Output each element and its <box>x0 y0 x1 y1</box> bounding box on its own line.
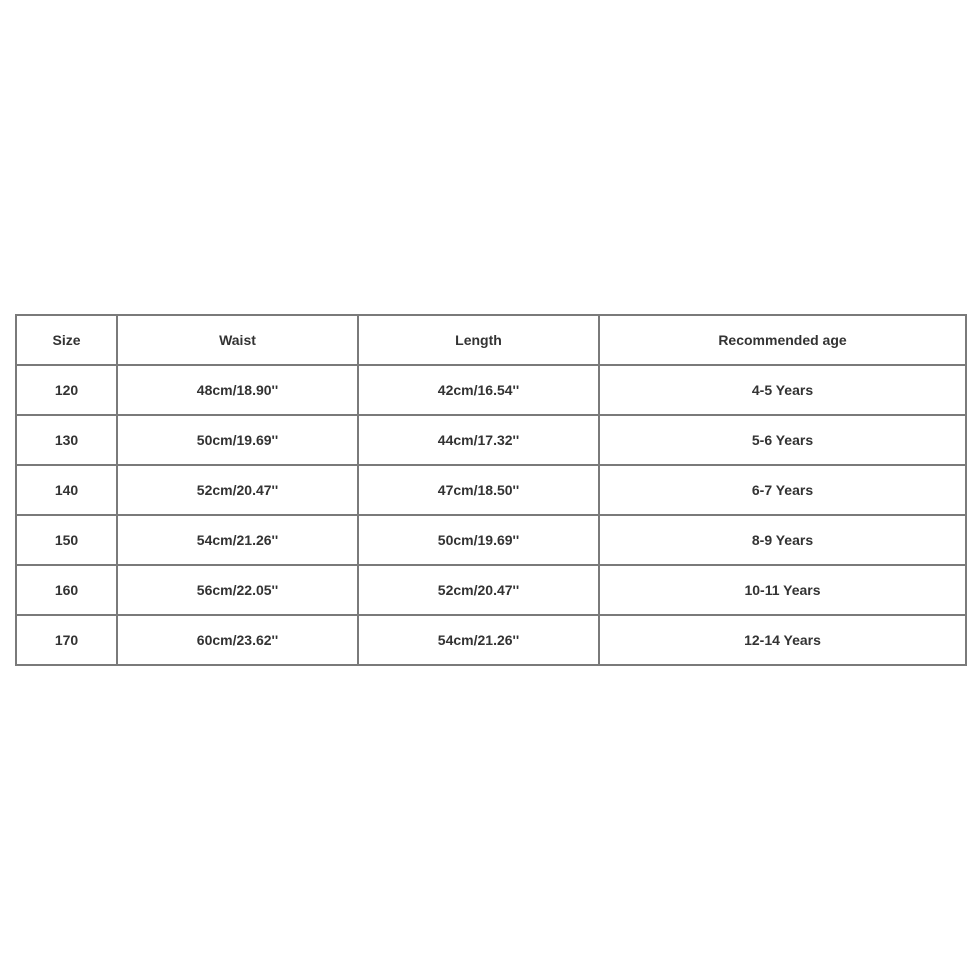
table-row <box>16 415 966 465</box>
cell-size: 160 <box>16 565 117 615</box>
cell-age: 4-5 Years <box>599 365 966 415</box>
cell-age: 6-7 Years <box>599 465 966 515</box>
cell-age: 10-11 Years <box>599 565 966 615</box>
cell-size: 130 <box>16 415 117 465</box>
cell-length: 52cm/20.47'' <box>358 565 599 615</box>
table-row <box>16 565 966 615</box>
cell-waist: 52cm/20.47'' <box>117 465 358 515</box>
cell-size: 170 <box>16 615 117 665</box>
cell-age: 12-14 Years <box>599 615 966 665</box>
header-waist: Waist <box>117 315 358 365</box>
cell-waist: 54cm/21.26'' <box>117 515 358 565</box>
cell-length: 44cm/17.32'' <box>358 415 599 465</box>
table-row <box>16 365 966 415</box>
header-recommended-age: Recommended age <box>599 315 966 365</box>
cell-age: 5-6 Years <box>599 415 966 465</box>
table-header-row <box>16 315 966 365</box>
cell-size: 140 <box>16 465 117 515</box>
cell-length: 42cm/16.54'' <box>358 365 599 415</box>
cell-waist: 50cm/19.69'' <box>117 415 358 465</box>
cell-waist: 48cm/18.90'' <box>117 365 358 415</box>
cell-length: 54cm/21.26'' <box>358 615 599 665</box>
header-size: Size <box>16 315 117 365</box>
cell-length: 50cm/19.69'' <box>358 515 599 565</box>
size-chart-table <box>15 314 967 666</box>
header-length: Length <box>358 315 599 365</box>
table-row <box>16 465 966 515</box>
cell-waist: 56cm/22.05'' <box>117 565 358 615</box>
cell-size: 120 <box>16 365 117 415</box>
cell-age: 8-9 Years <box>599 515 966 565</box>
table-row <box>16 615 966 665</box>
cell-size: 150 <box>16 515 117 565</box>
table-row <box>16 515 966 565</box>
cell-length: 47cm/18.50'' <box>358 465 599 515</box>
cell-waist: 60cm/23.62'' <box>117 615 358 665</box>
